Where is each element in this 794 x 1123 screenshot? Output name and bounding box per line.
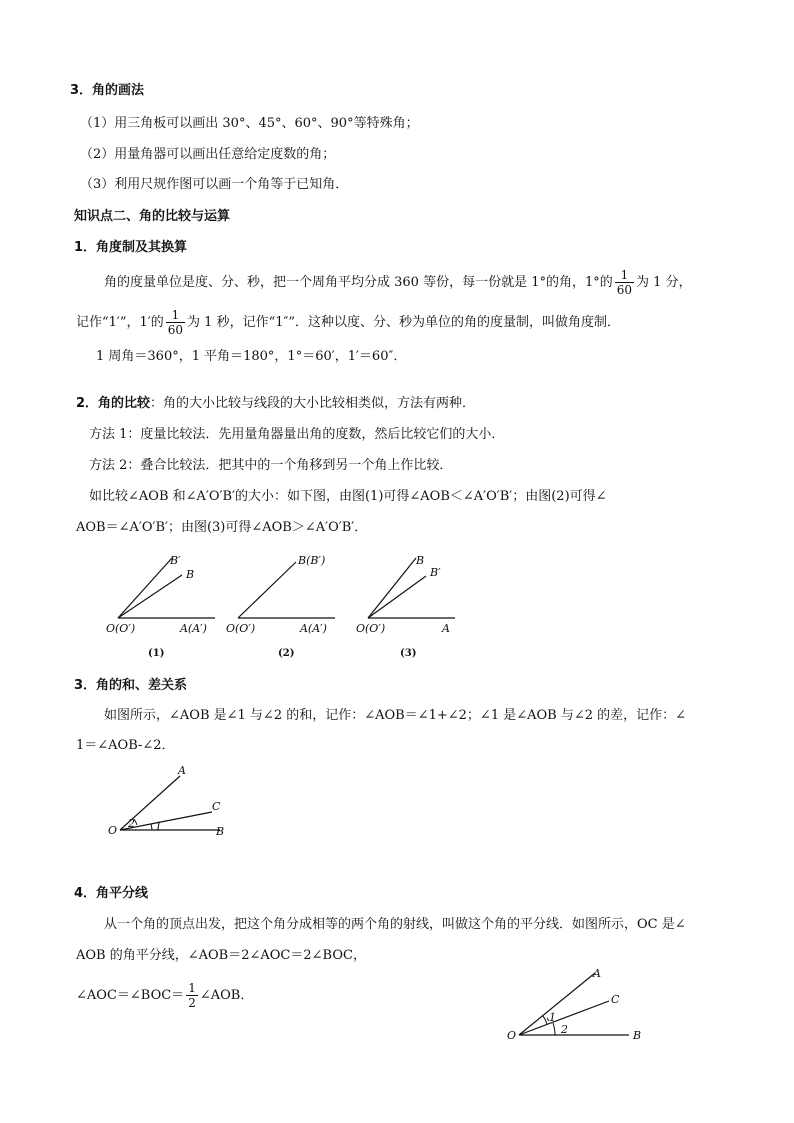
paragraph: 如图所示，∠AOB 是∠1 与∠2 的和，记作：∠AOB＝∠1+∠2；∠1 是∠AOB 与∠2 的差，记作：∠ <box>104 708 687 723</box>
section-title: 4．角平分线 <box>74 886 149 901</box>
section-title: 1．角度制及其换算 <box>74 240 188 255</box>
paragraph: 2．角的比较：角的大小比较与线段的大小比较相类似，方法有两种． <box>76 396 476 411</box>
angle-label-1: 1 <box>155 820 162 833</box>
fraction: $\frac{1}{2}$ <box>188 981 196 1010</box>
label-a: A <box>593 967 601 980</box>
label-c: C <box>611 993 620 1006</box>
label-o: O <box>507 1029 517 1042</box>
section-title: 3．角的画法 <box>70 83 145 98</box>
label-a: A <box>178 764 186 777</box>
label-b: B(B′) <box>298 554 326 567</box>
list-item: （3）利用尺规作图可以画一个角等于已知角． <box>80 177 349 192</box>
label-o: O <box>108 824 118 837</box>
angle-figure-3 <box>356 550 470 665</box>
figure-caption: (3) <box>400 648 417 659</box>
paragraph: 1＝∠AOB-∠2． <box>76 738 175 753</box>
paragraph: 从一个角的顶点出发，把这个角分成相等的两个角的射线，叫做这个角的平分线．如图所示，OC 是∠ <box>104 917 686 932</box>
label-b: B <box>216 825 225 838</box>
label-a: A(A′) <box>180 622 207 635</box>
section-title: 2．角的比较 <box>76 396 151 411</box>
knowledge-point-title: 知识点二、角的比较与运算 <box>74 209 231 224</box>
list-item: （2）用量角器可以画出任意给定度数的角； <box>80 147 336 162</box>
paragraph: 如比较∠AOB 和∠A′O′B′的大小：如下图，由图(1)可得∠AOB＜∠A′O′B′；由图(2)可得∠ <box>89 489 607 504</box>
angle-figure-2 <box>226 550 340 665</box>
label-b: B <box>633 1029 642 1042</box>
figure-caption: (1) <box>148 648 165 659</box>
label-o: O(O′) <box>356 622 386 635</box>
label-b-prime: B′ <box>430 566 441 579</box>
angle-label-1: 1 <box>549 1011 556 1024</box>
label-b: B <box>186 568 195 581</box>
fraction: $\frac{1}{60}$ <box>167 308 184 337</box>
paragraph: 记作“1′”，1′的 $\frac{1}{60}$ 为 1 秒，记作“1″”．这种以度、分、秒为单位的角的度量制，叫做角度制． <box>76 308 620 337</box>
paragraph: 方法 2：叠合比较法．把其中的一个角移到另一个角上作比较． <box>89 458 453 473</box>
paragraph: 1 周角＝360°，1 平角＝180°，1°＝60′，1′＝60″． <box>96 349 407 364</box>
label-b-prime: B′ <box>170 554 181 567</box>
label-a: A <box>442 622 450 635</box>
label-b: B <box>416 554 425 567</box>
paragraph: 角的度量单位是度、分、秒，把一个周角平均分成 360 等份，每一份就是 1°的角，1°的 $\frac{1}{60}$ 为 1 分， <box>104 268 692 297</box>
paragraph: AOB 的角平分线，∠AOB＝2∠AOC＝2∠BOC， <box>76 948 366 963</box>
label-o: O(O′) <box>106 622 136 635</box>
paragraph: ∠AOC＝∠BOC＝ $\frac{1}{2}$ ∠AOB． <box>76 981 254 1010</box>
angle-label-2: 2 <box>561 1023 568 1036</box>
paragraph: 方法 1：度量比较法．先用量角器量出角的度数，然后比较它们的大小． <box>89 427 505 442</box>
list-item: （1）用三角板可以画出 30°、45°、60°、90°等特殊角； <box>80 116 419 131</box>
label-c: C <box>212 800 221 813</box>
angle-figure-1 <box>106 550 220 665</box>
section-title: 3．角的和、差关系 <box>74 678 188 693</box>
sum-difference-figure <box>108 764 238 844</box>
fraction: $\frac{1}{60}$ <box>616 268 633 297</box>
angle-label-2: 2 <box>128 817 135 830</box>
figure-caption: (2) <box>278 648 295 659</box>
bisector-figure <box>505 965 655 1050</box>
label-o: O(O′) <box>226 622 256 635</box>
label-a: A(A′) <box>300 622 327 635</box>
paragraph: AOB＝∠A′O′B′；由图(3)可得∠AOB＞∠A′O′B′． <box>76 520 368 535</box>
